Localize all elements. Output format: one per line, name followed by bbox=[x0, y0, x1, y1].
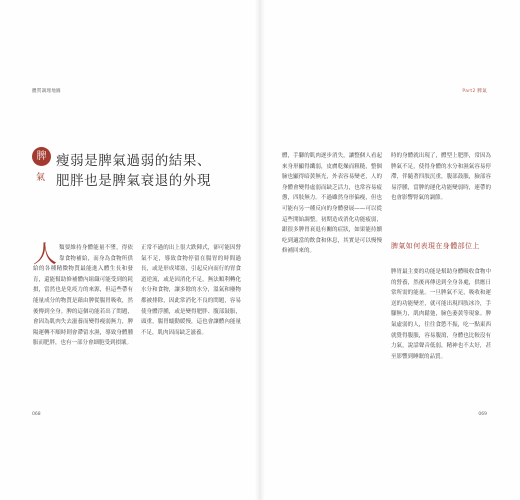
body-column-4: 時的身體就出現了，體型上肥胖，常因為脾氣不足，使得身體的水分和濕氣容易停滯，伴隨著四肢沉重，腹部鼓脹，臉部容易浮腫，當脾的運化功能變弱時，連帶的也會影響腎氣的調節。 bbox=[391, 153, 491, 202]
body-column-5: 脾胃最主要的功能是幫助身體吸收食物中的營養，然後再傳送到全身各處，供應日常所需的能量。一旦脾氣不足，吸收和運送的功能變差，就可能出現四肢冰冷，手腳無力，肌肉鬆弛，臉色萎黃等現象。脾氣虛弱的人，往往食慾不振，吃一點東西就覺得腹脹，容易腹瀉，身體也比較沒有力氣，說話聲音低弱，精神也不太好，甚至影響到睡眠的品質。 bbox=[391, 269, 491, 360]
part-subtitle: 脾氣 bbox=[477, 89, 487, 94]
chapter-title bbox=[30, 146, 250, 190]
body-column-1 bbox=[33, 240, 133, 349]
body-column-2: 正常不過的出上很大跌陣式，卻可能因營氣不足，導致食物停留在腸胃的時間過長，或是形成堵塞，引起反向而行的胃食道逆流，或是因消化不足，無法順利轉化水分和食物，讓多餘的水分，溫氣和廢物都被排除，因此常消化不良的問題，容易使身體浮腫，或是變得肥胖、腹部鼓脹，頭重，腸胃蠕動緩慢，這也會讓體內能量不足，肌肉因而缺乏滋養。 bbox=[141, 245, 241, 336]
book-gutter bbox=[255, 0, 265, 500]
body-column-3: 體，手腳的肌肉逐步消失，讓整個人看起來身形顯得纖弱，皮膚乾燥而粗糙，整個臉也顯得暗黃無光，外表容易變老，人的身體會變得虛弱而缺乏活力，也常容易疲憊，四肢無力。不過雖然身形偏瘦，但也可能有另一種反向的身體發展——可以從這些開始調整。初期造成消化功能疲弱，跟很多脾胃衰退有關的症狀，如果能持續吃到適當的飲食和休息，其實是可以慢慢修補回來的。 bbox=[282, 153, 382, 255]
title-line-2: 肥胖也是脾氣衰退的外現 bbox=[56, 173, 212, 189]
running-header-left: 體質調理地圖 bbox=[32, 89, 61, 94]
page-number-right: 069 bbox=[478, 412, 487, 417]
title-line-1: 瘦弱是脾氣過弱的結果、 bbox=[56, 153, 212, 169]
running-header-right bbox=[462, 88, 487, 94]
page-number-left: 068 bbox=[32, 412, 41, 417]
section-heading: 脾氣如何表現在身體部位上 bbox=[391, 242, 480, 250]
drop-cap: 人 bbox=[33, 240, 57, 268]
seal-subtitle: 氣 bbox=[36, 173, 46, 183]
body-text-1: 類要維持身體能量不墜，得依靠食物補給，而身為食物所供給的各種精微物質最能進入體生長和發育，還能幫助修補體內組織可能受到的耗損，當然也是免疫力的來源，但這些帶有能量成分的物質是藉由脾從腸胃吸收，然後傳到全身。脾的這個功能若出了問題，會因為肌肉失去滋養而變得瘦弱無力，脾陽運轉不順時則會滯留水濕，導致身體腫脹而肥胖，也有一部分會細胞受到損壞。 bbox=[33, 245, 133, 347]
part-label: Part2 bbox=[462, 89, 476, 94]
seal-badge: 脾 bbox=[32, 147, 51, 166]
